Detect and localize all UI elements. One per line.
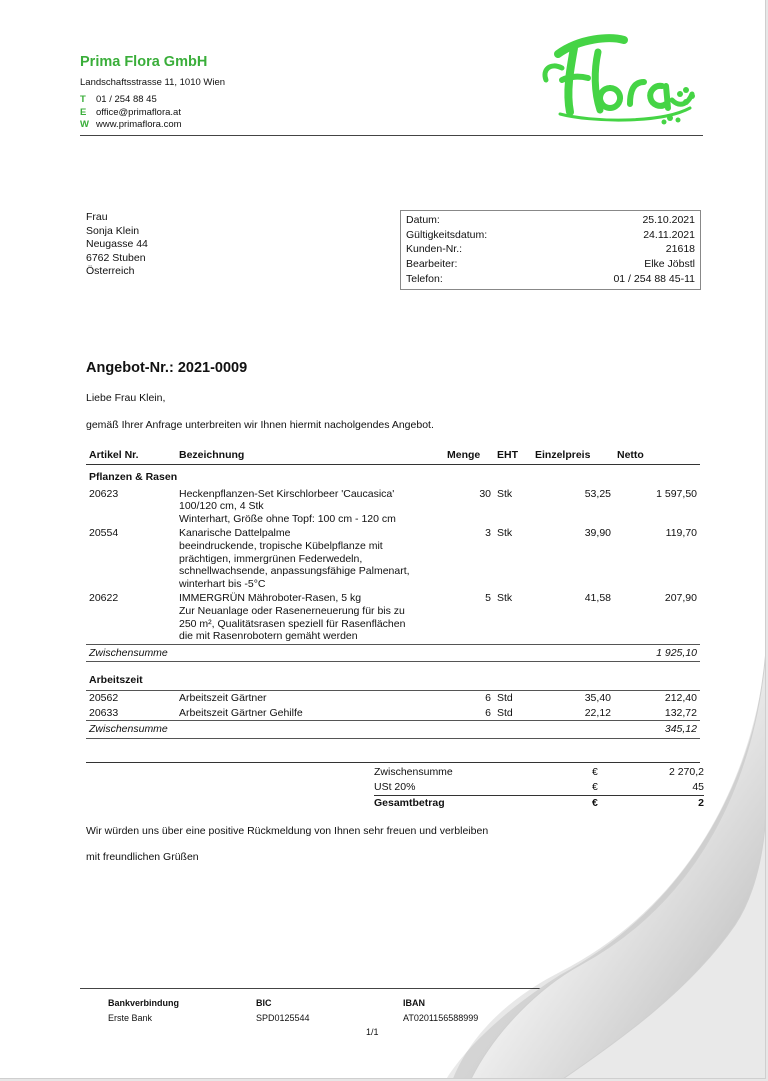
regards-text: mit freundlichen Grüßen xyxy=(86,851,199,863)
page-number: 1/1 xyxy=(366,1027,379,1037)
info-clerk: Bearbeiter: Elke Jöbstl xyxy=(406,258,695,271)
table-row: 20633 Arbeitszeit Gärtner Gehilfe 6 Std 22,12 132,72 xyxy=(89,706,697,719)
recipient-salutation: Frau xyxy=(86,211,108,223)
company-address: Landschaftsstrasse 11, 1010 Wien xyxy=(80,77,226,88)
total-subtotal: Zwischensumme € 2 270,2 xyxy=(374,766,704,778)
closing-text: Wir würden uns über eine positive Rückmeldung von Ihnen sehr freuen und verbleiben xyxy=(86,825,489,837)
group-heading: Arbeitszeit xyxy=(89,674,143,687)
company-name: Prima Flora GmbH xyxy=(80,54,208,70)
total-vat: USt 20% € 45 xyxy=(374,781,704,793)
group-heading: Pflanzen & Rasen xyxy=(89,471,178,483)
offer-greeting: Liebe Frau Klein, xyxy=(86,392,166,404)
recipient-city: 6762 Stuben xyxy=(86,251,146,264)
recipient-name: Sonja Klein xyxy=(86,224,140,237)
footer-iban: IBAN AT0201156588999 xyxy=(403,998,479,1023)
table-row: 20623 Heckenpflanzen-Set Kirschlorbeer 'Caucasica' 100/120 cm, 4 Stk Winterhart, Größe ohne Topf: 100 cm - 120 cm 30 Stk 53,25 1 597,50 xyxy=(89,487,697,525)
col-article-no: Artikel Nr. xyxy=(86,446,176,465)
recipient-street: Neugasse 44 xyxy=(86,238,148,250)
col-unit: EHT xyxy=(494,446,532,465)
contact-phone: T 01 / 254 88 45 xyxy=(80,94,157,105)
table-row: 20622 IMMERGRÜN Mähroboter-Rasen, 5 kg Zur Neuanlage oder Rasenerneuerung für bis zu 250 m², Qualitätsrasen speziell für Rasenflächen die mit Rasenrobotern gemäht werden 5 Stk 41,58 207,90 xyxy=(89,592,697,643)
info-date: Datum: 25.10.2021 xyxy=(406,214,695,226)
col-net: Netto xyxy=(614,446,700,465)
offer-intro: gemäß Ihrer Anfrage unterbreiten wir Ihnen hiermit nacholgendes Angebot. xyxy=(86,419,434,431)
offer-title: Angebot-Nr.: 2021-0009 xyxy=(86,360,248,376)
info-valid-until: Gültigkeitsdatum: 24.11.2021 xyxy=(406,228,695,241)
subtotal-row: Zwischensumme 1 925,10 xyxy=(86,644,700,662)
col-unit-price: Einzelpreis xyxy=(532,446,614,465)
total-grand: Gesamtbetrag € 2 xyxy=(374,797,704,809)
recipient-country: Österreich xyxy=(86,265,135,277)
info-customer-no: Kunden-Nr.: 21618 xyxy=(406,243,695,256)
table-row: 20554 Kanarische Dattelpalme beeindruckende, tropische Kübelpflanze mit prächtigen, immergrünen Federwedeln, schnellwachsende, anpassungsfähige Palmenart, winterhart bis -5°C 3 Stk 39,90 119,70 xyxy=(89,527,697,590)
subtotal-row: Zwischensumme 345,12 xyxy=(86,721,700,739)
table-row: 20562 Arbeitszeit Gärtner 6 Std 35,40 212,40 xyxy=(86,690,700,705)
info-phone: Telefon: 01 / 254 88 45-11 xyxy=(406,272,695,285)
contact-email: E office@primaflora.at xyxy=(80,106,181,118)
footer-bic: BIC SPD0125544 xyxy=(256,998,310,1023)
contact-web: W www.primaflora.com xyxy=(80,119,182,130)
footer-bank: Bankverbindung Erste Bank xyxy=(108,998,180,1023)
col-description: Bezeichnung xyxy=(176,446,444,465)
col-quantity: Menge xyxy=(444,446,494,465)
